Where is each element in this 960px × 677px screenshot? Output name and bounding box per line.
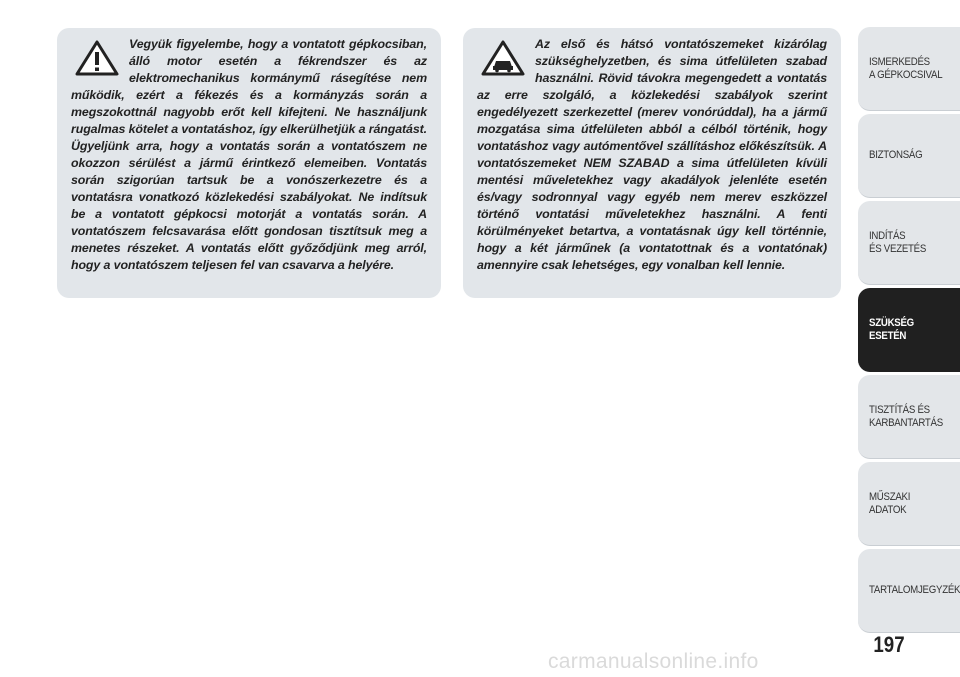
warning-triangle-icon [73,38,121,78]
chapter-tabs [858,27,960,636]
tab-ismerkedes[interactable]: ISMERKEDÉS A GÉPKOCSIVAL [858,27,960,111]
tab-muszaki-adatok[interactable]: MŰSZAKI ADATOK [858,462,960,546]
tab-inditas[interactable]: INDÍTÁS ÉS VEZETÉS [858,201,960,285]
warning-text: Vegyük figyelembe, hogy a vontatott gépkocsiban, álló motor esetén a fékrendszer és az elektromechanikus kormánymű rásegítése nem működik, ezért a fékezés és a kormányzás során a megszokottnál nagyobb erőt kell kifejteni. Ne használjunk rugalmas kötelet a vontatáshoz, így elkerülhetjük a rángatást. Ügyeljünk arra, hogy a vontatás során a vontatószem ne okozzon sérülést a jármű érintkező elemeiben. Vontatás során szigorúan tartsuk be a vonószerkezetre és a vontatásra vonatkozó közlekedési szabályokat. Ne indítsuk be a vontatott gépkocsi motorját a vontatás során. A vontatószem felcsavarása előtt gondosan tisztítsuk meg a menetes részeket. A vontatás előtt győződjünk meg arról, hogy a vontatószem teljesen fel van csavarva a helyére. [71,37,427,272]
tab-tartalomjegyzek[interactable]: TARTALOMJEGYZÉK [858,549,960,633]
footer-watermark: carmanualsonline.info [548,650,759,673]
tab-tisztitas[interactable]: TISZTÍTÁS ÉS KARBANTARTÁS [858,375,960,459]
warning-box-towing-forces [57,28,441,298]
tab-biztonsag[interactable]: BIZTONSÁG [858,114,960,198]
page-number: 197 [873,632,905,657]
warning-text: Az első és hátsó vontatószemeket kizárólag szükséghelyzetben, és sima útfelületen szabad használni. Rövid távokra megengedett a vontatás az erre szolgáló, a közlekedési szabályok szerint engedélyezett szerkezettel (merev vonórúddal), ha a jármű mozgatása sima útfelületen abból a célból történik, hogy vontatáshoz vagy autómentővel szállításhoz előkészítsük. A vontatószemeket NEM SZABAD a sima útfelületen kívüli mentési műveletekhez vagy akadályok jelenléte esetén és/vagy sodronnyal vagy egyéb nem merev eszközzel történő vontatási műveletekhez használni. A fenti körülményeket betartva, a vontatásnak úgy kell történnie, hogy a két járműnek (a vontatottnak és a vontatónak) amennyire csak lehetséges, egy vonalban kell lennie. [477,37,827,272]
warning-box-tow-hooks [463,28,841,298]
car-warning-triangle-icon [479,38,527,78]
tab-szukseg-eseten[interactable]: SZÜKSÉG ESETÉN [858,288,960,372]
